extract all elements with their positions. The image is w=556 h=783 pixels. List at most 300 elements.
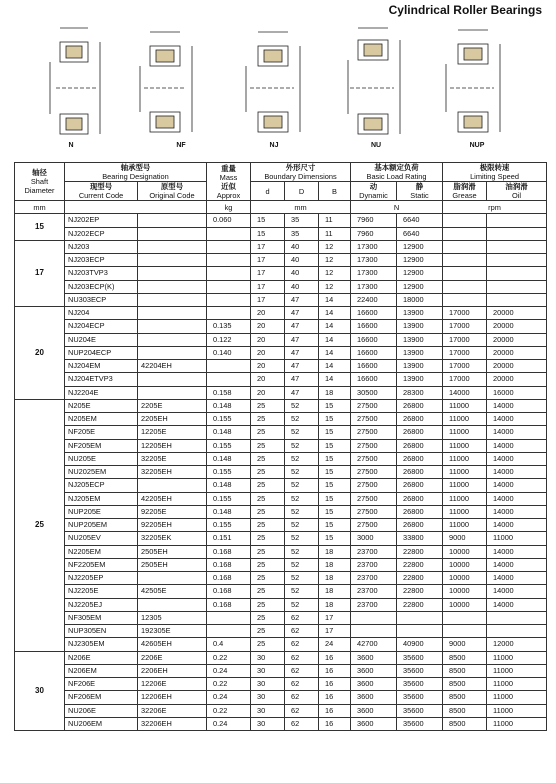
oil-speed-cell: 11000 xyxy=(487,691,547,704)
static-load-cell: 13900 xyxy=(397,346,443,359)
oil-speed-cell: 20000 xyxy=(487,307,547,320)
mass-cell xyxy=(207,293,251,306)
original-code-cell xyxy=(138,386,207,399)
b-cell: 15 xyxy=(319,452,351,465)
table-row xyxy=(15,240,547,253)
oil-speed-cell: 11000 xyxy=(487,704,547,717)
oil-speed-cell xyxy=(487,611,547,624)
grease-speed-cell: 11000 xyxy=(443,452,487,465)
current-code-cell: NJ204 xyxy=(65,307,138,320)
original-code-cell: 12206EH xyxy=(138,691,207,704)
current-code-cell: NJ203ECP(K) xyxy=(65,280,138,293)
grease-speed-cell: 11000 xyxy=(443,413,487,426)
grease-speed-cell xyxy=(443,267,487,280)
bearing-cross-section-diagrams xyxy=(0,16,556,158)
static-load-cell: 26800 xyxy=(397,452,443,465)
grease-speed-cell: 8500 xyxy=(443,704,487,717)
oil-speed-cell: 14000 xyxy=(487,399,547,412)
grease-speed-cell: 17000 xyxy=(443,320,487,333)
mass-cell: 0.148 xyxy=(207,452,251,465)
static-load-cell: 12900 xyxy=(397,280,443,293)
d-cell: 30 xyxy=(251,691,285,704)
table-row xyxy=(15,426,547,439)
original-code-cell: 2505EH xyxy=(138,558,207,571)
shaft-diameter-cell: 17 xyxy=(15,240,65,306)
mass-cell: 0.135 xyxy=(207,320,251,333)
big-d-cell: 40 xyxy=(285,280,319,293)
mass-cell: 0.22 xyxy=(207,651,251,664)
diagram-label-nup: NUP xyxy=(469,142,485,149)
oil-speed-cell: 11000 xyxy=(487,678,547,691)
original-code-cell xyxy=(138,307,207,320)
static-load-cell: 35600 xyxy=(397,704,443,717)
big-d-cell: 62 xyxy=(285,638,319,651)
original-code-cell: 12205EH xyxy=(138,439,207,452)
d-cell: 15 xyxy=(251,227,285,240)
mass-cell xyxy=(207,280,251,293)
table-row xyxy=(15,678,547,691)
mass-cell xyxy=(207,611,251,624)
mass-cell: 0.148 xyxy=(207,426,251,439)
original-code-cell xyxy=(138,572,207,585)
big-d-cell: 52 xyxy=(285,413,319,426)
d-cell: 25 xyxy=(251,611,285,624)
big-d-cell: 52 xyxy=(285,598,319,611)
current-code-header: 现型号 Current Code xyxy=(65,182,138,201)
current-code-cell: NJ2205EP xyxy=(65,572,138,585)
b-cell: 18 xyxy=(319,572,351,585)
d-cell: 20 xyxy=(251,373,285,386)
current-code-cell: NJ205EM xyxy=(65,492,138,505)
static-load-cell xyxy=(397,611,443,624)
table-row xyxy=(15,611,547,624)
static-load-cell: 12900 xyxy=(397,267,443,280)
original-code-cell xyxy=(138,227,207,240)
oil-speed-cell: 14000 xyxy=(487,598,547,611)
original-code-cell xyxy=(138,373,207,386)
big-d-header: D xyxy=(285,182,319,201)
mass-cell: 0.168 xyxy=(207,558,251,571)
grease-speed-cell: 11000 xyxy=(443,492,487,505)
big-d-cell: 47 xyxy=(285,320,319,333)
oil-speed-cell: 14000 xyxy=(487,479,547,492)
b-cell: 14 xyxy=(319,320,351,333)
mass-cell xyxy=(207,360,251,373)
static-load-cell: 26800 xyxy=(397,399,443,412)
current-code-cell: NJ203ECP xyxy=(65,254,138,267)
mass-cell xyxy=(207,254,251,267)
oil-speed-cell: 14000 xyxy=(487,426,547,439)
oil-speed-cell xyxy=(487,293,547,306)
dynamic-load-cell: 16600 xyxy=(351,307,397,320)
dynamic-load-cell: 3600 xyxy=(351,664,397,677)
oil-speed-cell xyxy=(487,267,547,280)
b-cell: 15 xyxy=(319,466,351,479)
d-cell: 17 xyxy=(251,240,285,253)
oil-speed-cell: 20000 xyxy=(487,320,547,333)
table-row xyxy=(15,280,547,293)
original-code-cell xyxy=(138,293,207,306)
nj-type-diagram xyxy=(246,32,300,132)
original-code-cell: 12205E xyxy=(138,426,207,439)
boundary-header: 外形尺寸 Boundary Dimensions xyxy=(251,163,351,182)
mass-cell: 0.148 xyxy=(207,505,251,518)
grease-speed-cell: 8500 xyxy=(443,651,487,664)
static-load-cell: 26800 xyxy=(397,413,443,426)
table-row xyxy=(15,638,547,651)
table-row xyxy=(15,558,547,571)
current-code-cell: NJ204ECP xyxy=(65,320,138,333)
d-cell: 17 xyxy=(251,267,285,280)
b-cell: 16 xyxy=(319,691,351,704)
b-cell: 18 xyxy=(319,386,351,399)
table-row xyxy=(15,479,547,492)
static-load-cell: 26800 xyxy=(397,492,443,505)
b-cell: 12 xyxy=(319,280,351,293)
dynamic-load-cell: 27500 xyxy=(351,505,397,518)
current-code-cell: N206EM xyxy=(65,664,138,677)
grease-speed-cell xyxy=(443,227,487,240)
d-cell: 25 xyxy=(251,399,285,412)
shaft-header: 轴径 Shaft Diameter xyxy=(15,163,65,201)
grease-speed-cell: 10000 xyxy=(443,598,487,611)
big-d-cell: 62 xyxy=(285,691,319,704)
current-code-cell: NJ2205EJ xyxy=(65,598,138,611)
static-load-cell: 40900 xyxy=(397,638,443,651)
d-cell: 25 xyxy=(251,505,285,518)
mass-cell xyxy=(207,625,251,638)
grease-speed-cell: 14000 xyxy=(443,386,487,399)
d-cell: 25 xyxy=(251,598,285,611)
dynamic-load-cell: 7960 xyxy=(351,227,397,240)
mass-cell: 0.140 xyxy=(207,346,251,359)
current-code-cell: NU204E xyxy=(65,333,138,346)
b-cell: 17 xyxy=(319,625,351,638)
big-d-cell: 52 xyxy=(285,519,319,532)
big-d-cell: 47 xyxy=(285,293,319,306)
static-load-cell: 12900 xyxy=(397,254,443,267)
mass-unit: kg xyxy=(207,201,251,214)
grease-speed-cell: 11000 xyxy=(443,426,487,439)
static-load-cell: 22800 xyxy=(397,572,443,585)
shaft-diameter-cell: 25 xyxy=(15,399,65,651)
grease-speed-cell xyxy=(443,625,487,638)
static-load-cell: 18000 xyxy=(397,293,443,306)
b-cell: 16 xyxy=(319,678,351,691)
grease-speed-cell: 17000 xyxy=(443,346,487,359)
b-cell: 14 xyxy=(319,360,351,373)
table-row xyxy=(15,545,547,558)
oil-speed-cell: 11000 xyxy=(487,651,547,664)
static-load-cell: 13900 xyxy=(397,333,443,346)
original-code-cell xyxy=(138,267,207,280)
dynamic-load-cell: 3600 xyxy=(351,704,397,717)
dynamic-load-cell: 27500 xyxy=(351,479,397,492)
current-code-cell: NU206E xyxy=(65,704,138,717)
original-code-header: 原型号 Original Code xyxy=(138,182,207,201)
b-cell: 15 xyxy=(319,426,351,439)
b-cell: 15 xyxy=(319,413,351,426)
original-code-cell: 32205EH xyxy=(138,466,207,479)
original-code-cell: 12206E xyxy=(138,678,207,691)
oil-speed-cell: 14000 xyxy=(487,558,547,571)
d-cell: 25 xyxy=(251,479,285,492)
b-cell: 14 xyxy=(319,346,351,359)
dynamic-load-cell: 22400 xyxy=(351,293,397,306)
grease-speed-cell xyxy=(443,611,487,624)
grease-speed-cell: 8500 xyxy=(443,664,487,677)
table-row xyxy=(15,519,547,532)
table-row xyxy=(15,691,547,704)
mass-cell: 0.22 xyxy=(207,678,251,691)
d-cell: 20 xyxy=(251,346,285,359)
dynamic-load-cell: 3600 xyxy=(351,691,397,704)
mass-cell: 0.168 xyxy=(207,598,251,611)
mass-cell: 0.060 xyxy=(207,214,251,227)
d-cell: 25 xyxy=(251,519,285,532)
grease-header: 脂润滑 Grease xyxy=(443,182,487,201)
original-code-cell: 32206EH xyxy=(138,717,207,730)
big-d-cell: 52 xyxy=(285,492,319,505)
b-cell: 16 xyxy=(319,717,351,730)
static-load-cell: 6640 xyxy=(397,227,443,240)
static-load-cell: 26800 xyxy=(397,426,443,439)
mass-cell xyxy=(207,227,251,240)
mass-cell: 0.155 xyxy=(207,519,251,532)
current-code-cell: NF2205EM xyxy=(65,558,138,571)
mass-cell: 0.155 xyxy=(207,413,251,426)
table-row xyxy=(15,704,547,717)
grease-speed-cell: 11000 xyxy=(443,399,487,412)
dynamic-load-cell: 27500 xyxy=(351,439,397,452)
dynamic-load-cell: 17300 xyxy=(351,240,397,253)
d-cell: 25 xyxy=(251,426,285,439)
grease-speed-cell: 8500 xyxy=(443,717,487,730)
table-row xyxy=(15,214,547,227)
b-cell: 11 xyxy=(319,214,351,227)
d-cell: 15 xyxy=(251,214,285,227)
big-d-cell: 47 xyxy=(285,360,319,373)
table-row xyxy=(15,439,547,452)
original-code-cell xyxy=(138,214,207,227)
current-code-cell: NJ204ETVP3 xyxy=(65,373,138,386)
grease-speed-cell xyxy=(443,293,487,306)
b-cell: 16 xyxy=(319,651,351,664)
b-cell: 18 xyxy=(319,545,351,558)
d-cell: 17 xyxy=(251,280,285,293)
grease-speed-cell: 9000 xyxy=(443,638,487,651)
original-code-cell xyxy=(138,254,207,267)
diagram-label-nu: NU xyxy=(370,142,382,149)
original-code-cell: 2505EH xyxy=(138,545,207,558)
mass-cell xyxy=(207,240,251,253)
big-d-cell: 47 xyxy=(285,333,319,346)
static-load-cell: 35600 xyxy=(397,717,443,730)
grease-speed-cell: 11000 xyxy=(443,466,487,479)
mass-cell: 0.148 xyxy=(207,479,251,492)
big-d-cell: 40 xyxy=(285,254,319,267)
nup-type-diagram xyxy=(446,30,500,132)
dynamic-load-cell xyxy=(351,625,397,638)
static-load-cell: 13900 xyxy=(397,320,443,333)
dynamic-load-cell: 23700 xyxy=(351,572,397,585)
big-d-cell: 35 xyxy=(285,227,319,240)
b-cell: 18 xyxy=(319,585,351,598)
table-row xyxy=(15,625,547,638)
original-code-cell: 32205E xyxy=(138,452,207,465)
dynamic-load-cell: 23700 xyxy=(351,558,397,571)
dynamic-load-cell: 30500 xyxy=(351,386,397,399)
table-row xyxy=(15,346,547,359)
nf-type-diagram xyxy=(140,32,192,132)
big-d-cell: 47 xyxy=(285,346,319,359)
designation-header: 轴承型号 Bearing Designation xyxy=(65,163,207,182)
b-cell: 16 xyxy=(319,664,351,677)
oil-speed-cell: 11000 xyxy=(487,532,547,545)
original-code-cell: 2205EH xyxy=(138,413,207,426)
b-cell: 15 xyxy=(319,439,351,452)
original-code-cell: 42204EH xyxy=(138,360,207,373)
oil-speed-cell: 14000 xyxy=(487,452,547,465)
d-cell: 25 xyxy=(251,532,285,545)
mass-cell xyxy=(207,307,251,320)
grease-speed-cell: 9000 xyxy=(443,532,487,545)
grease-speed-cell: 17000 xyxy=(443,373,487,386)
oil-speed-cell: 14000 xyxy=(487,572,547,585)
d-cell: 30 xyxy=(251,717,285,730)
table-row xyxy=(15,492,547,505)
mass-cell: 0.24 xyxy=(207,691,251,704)
static-load-cell: 13900 xyxy=(397,373,443,386)
dynamic-load-cell: 27500 xyxy=(351,399,397,412)
d-cell: 17 xyxy=(251,254,285,267)
current-code-cell: NJ203 xyxy=(65,240,138,253)
original-code-cell xyxy=(138,333,207,346)
load-unit: N xyxy=(351,201,443,214)
table-row xyxy=(15,664,547,677)
oil-speed-cell: 12000 xyxy=(487,638,547,651)
d-cell: 20 xyxy=(251,333,285,346)
static-load-cell: 35600 xyxy=(397,691,443,704)
mass-cell: 0.155 xyxy=(207,466,251,479)
static-load-cell: 28300 xyxy=(397,386,443,399)
table-row xyxy=(15,333,547,346)
speed-header: 极限转速 Limiting Speed xyxy=(443,163,547,182)
oil-speed-cell: 16000 xyxy=(487,386,547,399)
current-code-cell: N205EM xyxy=(65,413,138,426)
grease-speed-cell: 10000 xyxy=(443,585,487,598)
shaft-diameter-cell: 30 xyxy=(15,651,65,731)
d-cell: 20 xyxy=(251,386,285,399)
d-cell: 30 xyxy=(251,678,285,691)
oil-speed-cell: 14000 xyxy=(487,545,547,558)
big-d-cell: 52 xyxy=(285,545,319,558)
dynamic-load-cell: 16600 xyxy=(351,373,397,386)
oil-speed-cell xyxy=(487,280,547,293)
big-d-cell: 52 xyxy=(285,479,319,492)
dynamic-load-cell: 27500 xyxy=(351,413,397,426)
table-row xyxy=(15,651,547,664)
b-cell: 15 xyxy=(319,399,351,412)
current-code-cell: NU2025EM xyxy=(65,466,138,479)
table-row xyxy=(15,254,547,267)
b-cell: 12 xyxy=(319,254,351,267)
b-cell: 15 xyxy=(319,492,351,505)
original-code-cell: 42605EH xyxy=(138,638,207,651)
original-code-cell xyxy=(138,320,207,333)
static-load-cell: 35600 xyxy=(397,678,443,691)
d-cell: 25 xyxy=(251,413,285,426)
current-code-cell: NF305EM xyxy=(65,611,138,624)
big-d-cell: 52 xyxy=(285,399,319,412)
oil-header: 油润滑 Oil xyxy=(487,182,547,201)
oil-speed-cell: 14000 xyxy=(487,492,547,505)
mass-cell: 0.24 xyxy=(207,717,251,730)
oil-speed-cell xyxy=(487,254,547,267)
b-cell: 17 xyxy=(319,611,351,624)
d-cell: 20 xyxy=(251,360,285,373)
grease-speed-cell xyxy=(443,214,487,227)
nu-type-diagram xyxy=(348,28,400,134)
mass-cell: 0.122 xyxy=(207,333,251,346)
dynamic-load-cell: 3600 xyxy=(351,651,397,664)
mass-cell: 0.158 xyxy=(207,386,251,399)
n-type-diagram xyxy=(50,28,100,134)
original-code-cell: 32205EK xyxy=(138,532,207,545)
d-cell: 25 xyxy=(251,585,285,598)
big-d-cell: 35 xyxy=(285,214,319,227)
oil-speed-cell: 14000 xyxy=(487,519,547,532)
original-code-cell xyxy=(138,479,207,492)
grease-speed-cell: 10000 xyxy=(443,558,487,571)
bearing-spec-table xyxy=(14,162,547,731)
b-cell: 14 xyxy=(319,373,351,386)
static-header: 静 Static xyxy=(397,182,443,201)
big-d-cell: 52 xyxy=(285,558,319,571)
table-row xyxy=(15,505,547,518)
original-code-cell: 92205EH xyxy=(138,519,207,532)
shaft-diameter-cell: 15 xyxy=(15,214,65,241)
shaft-diameter-cell: 20 xyxy=(15,307,65,400)
big-d-cell: 40 xyxy=(285,240,319,253)
current-code-cell: NU205EV xyxy=(65,532,138,545)
current-code-cell: NU206EM xyxy=(65,717,138,730)
original-code-cell xyxy=(138,346,207,359)
current-code-cell: NJ202ECP xyxy=(65,227,138,240)
d-cell: 25 xyxy=(251,452,285,465)
dynamic-header: 动 Dynamic xyxy=(351,182,397,201)
original-code-cell: 2206E xyxy=(138,651,207,664)
dynamic-load-cell: 23700 xyxy=(351,598,397,611)
d-cell: 20 xyxy=(251,320,285,333)
original-code-cell: 42205EH xyxy=(138,492,207,505)
grease-speed-cell: 17000 xyxy=(443,307,487,320)
current-code-cell: NJ2205E xyxy=(65,585,138,598)
current-code-cell: NJ205ECP xyxy=(65,479,138,492)
big-d-cell: 52 xyxy=(285,505,319,518)
table-row xyxy=(15,717,547,730)
dynamic-load-cell: 16600 xyxy=(351,333,397,346)
grease-speed-cell xyxy=(443,254,487,267)
spec-table-body xyxy=(15,214,547,731)
dynamic-load-cell: 3000 xyxy=(351,532,397,545)
current-code-cell: NJ2305EM xyxy=(65,638,138,651)
current-code-cell: NU303ECP xyxy=(65,293,138,306)
big-d-cell: 52 xyxy=(285,572,319,585)
big-d-cell: 40 xyxy=(285,267,319,280)
b-cell: 12 xyxy=(319,240,351,253)
oil-speed-cell xyxy=(487,625,547,638)
